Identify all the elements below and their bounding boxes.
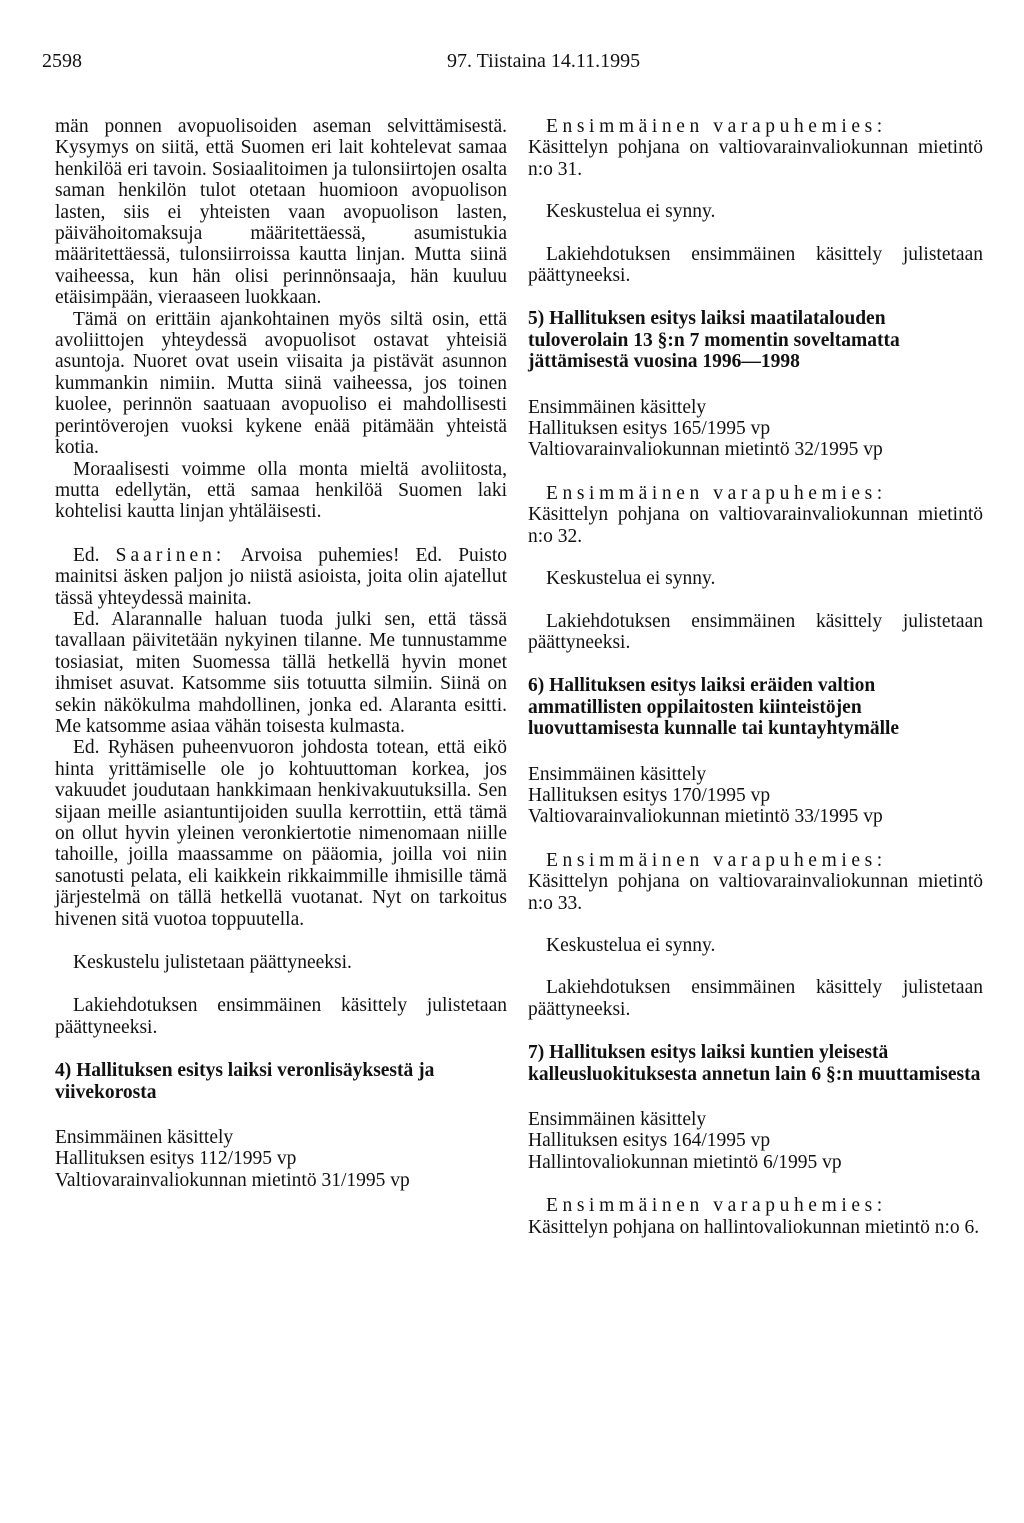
item-4-proposal: Hallituksen esitys 112/1995 vp xyxy=(55,1148,297,1170)
item-7-proposal: Hallituksen esitys 164/1995 vp xyxy=(528,1130,771,1152)
item-4-report: Valtiovarainvaliokunnan mietintö 31/1995 vp xyxy=(55,1169,410,1191)
page-number: 2598 xyxy=(42,50,82,72)
item-5-report: Valtiovarainvaliokunnan mietintö 32/1995 vp xyxy=(528,439,883,461)
speech-text: Arvoisa puhemies! Ed. Puisto mainitsi äsken paljon jo niistä asioista, joita olin ajatellut tässä yhteydessä mainita. xyxy=(55,544,507,609)
discussion-closed: Keskustelu julistetaan päättyneeksi. xyxy=(73,952,352,974)
no-discussion: Keskustelua ei synny. xyxy=(546,568,716,590)
item-4-basis: Käsittelyn pohjana on valtiovarainvaliokunnan mietintö n:o 31. xyxy=(528,137,983,180)
speaker-name: Saarinen: xyxy=(115,544,226,566)
speaker-deputy-speaker: Ensimmäinen varapuhemies: xyxy=(546,849,887,871)
speaker-prefix: Ed. xyxy=(73,544,100,566)
item-7-stage: Ensimmäinen käsittely xyxy=(528,1109,707,1130)
no-discussion: Keskustelua ei synny. xyxy=(546,201,716,223)
right-column xyxy=(528,116,983,1238)
item-5-basis: Käsittelyn pohjana on valtiovarainvaliokunnan mietintö n:o 32. xyxy=(528,504,983,547)
agenda-item-7-heading: 7) Hallituksen esitys laiksi kuntien yleisestä kalleusluokituksesta annetun lain 6 §:n muuttamisesta xyxy=(528,1042,981,1085)
speech-saarinen-intro xyxy=(55,545,507,609)
agenda-item-6-heading: 6) Hallituksen esitys laiksi eräiden valtion ammatillisten oppilaitosten kiinteistöjen luovuttamisesta kunnalle tai kuntayhtymälle xyxy=(528,675,900,740)
item-7-basis: Käsittelyn pohjana on hallintovaliokunnan mietintö n:o 6. xyxy=(528,1216,980,1238)
paragraph-moral-view: Moraalisesti voimme olla monta mieltä avoliitosta, mutta edellytän, että samaa henkilöä Suomen laki kohtelisi kautta linjan yhtäläisesti. xyxy=(55,458,507,523)
paragraph-continuation: män ponnen avopuolisoiden aseman selvittämisestä. Kysymys on siitä, että Suomen eri lait kohtelevat samaa henkilöä eri tavoin. Sosiaalitoimen ja tulonsiirtojen osalta saman henkilön tulot otetaan huomioon avopuolison lasten, siis ei yhteisten vaan avopuolison lasten, päivähoitomaksuja määritettäessä, asumistukia määritettäessä, tulonsiirroissa kautta linjan. Mutta siinä vaiheessa, kun hän olisi perinnönsaaja, hän kuuluu etäisimpään, vieraaseen luokkaan. xyxy=(55,116,507,309)
first-reading-closed: Lakiehdotuksen ensimmäinen käsittely julistetaan päättyneeksi. xyxy=(528,243,983,287)
first-reading-closed: Lakiehdotuksen ensimmäinen käsittely julistetaan päättyneeksi. xyxy=(528,977,983,1020)
page-header xyxy=(42,50,982,80)
item-4-stage: Ensimmäinen käsittely xyxy=(55,1127,234,1149)
agenda-item-4-heading: 4) Hallituksen esitys laiksi veronlisäyksestä ja viivekorosta xyxy=(55,1060,435,1103)
item-6-stage: Ensimmäinen käsittely xyxy=(528,763,707,785)
speech-paragraph: Ed. Ryhäsen puheenvuoron johdosta totean, että eikö hinta yrittämiselle ole jo kohtuuttoman korkea, jos vakuudet joudutaan hankkimaan henkivakuutuksilla. Sen sijaan meille asiantuntijoiden suulla kerrottiin, että tämä on ollut hyvin yleinen veronkiertotie nimenomaan niille tahoille, joilla maassamme on pääomia, joilla voi niin sanotusti pelata, eli kaikkein rikkaimmille ihmisille tämä järjestelmä on tällä hetkellä vuotanat. Nyt on tarkoitus hivenen sitä vuotoa toppuutella. xyxy=(55,737,507,930)
running-head: 97. Tiistaina 14.11.1995 xyxy=(447,50,641,72)
agenda-item-5-heading: 5) Hallituksen esitys laiksi maatilatalouden tuloverolain 13 §:n 7 momentin soveltamatta jättämisestä vuosina 1996—1998 xyxy=(528,308,900,373)
speech-paragraph: Ed. Alarannalle haluan tuoda julki sen, että tässä tavallaan päivitetään nykyinen tilanne. Me tunnustamme tosiasiat, miten Suomessa tällä hetkellä hyvin monet ihmiset asuvat. Katsomme siis totuutta silmiin. Siinä on sekin näkökulma mahdollinen, jonka ed. Alaranta esitti. Me katsomme asiaa vähän toisesta kulmasta. xyxy=(55,608,507,737)
first-reading-closed: Lakiehdotuksen ensimmäinen käsittely julistetaan päättyneeksi. xyxy=(528,610,983,653)
speaker-deputy-speaker: Ensimmäinen varapuhemies: xyxy=(546,1195,887,1217)
speaker-deputy-speaker: Ensimmäinen varapuhemies: xyxy=(546,482,887,504)
paragraph-cohabitation-housing: Tämä on erittäin ajankohtainen myös siltä osin, että avoliittojen yhteydessä avopuolisot ostavat yhteisiä asuntoja. Nuoret ovat usein viisaita ja pistävät asunnon kummankin nimiin. Mutta siinä vaiheessa, jos toinen kuolee, perinnön saatuaan avopuoliso ei mahdollisesti perintöverojen vuoksi kykene enää pitämään yhteistä kotia. xyxy=(55,308,507,459)
item-6-report: Valtiovarainvaliokunnan mietintö 33/1995 vp xyxy=(528,806,883,828)
item-6-basis: Käsittelyn pohjana on valtiovarainvaliokunnan mietintö n:o 33. xyxy=(528,871,983,914)
first-reading-closed: Lakiehdotuksen ensimmäinen käsittely julistetaan päättyneeksi. xyxy=(55,995,507,1038)
item-7-report: Hallintovaliokunnan mietintö 6/1995 vp xyxy=(528,1151,842,1173)
left-column xyxy=(55,116,507,1191)
no-discussion: Keskustelua ei synny. xyxy=(546,934,716,956)
speaker-deputy-speaker: Ensimmäinen varapuhemies: xyxy=(546,116,887,137)
item-6-proposal: Hallituksen esitys 170/1995 vp xyxy=(528,784,771,806)
item-5-proposal: Hallituksen esitys 165/1995 vp xyxy=(528,418,771,440)
item-5-stage: Ensimmäinen käsittely xyxy=(528,396,707,418)
